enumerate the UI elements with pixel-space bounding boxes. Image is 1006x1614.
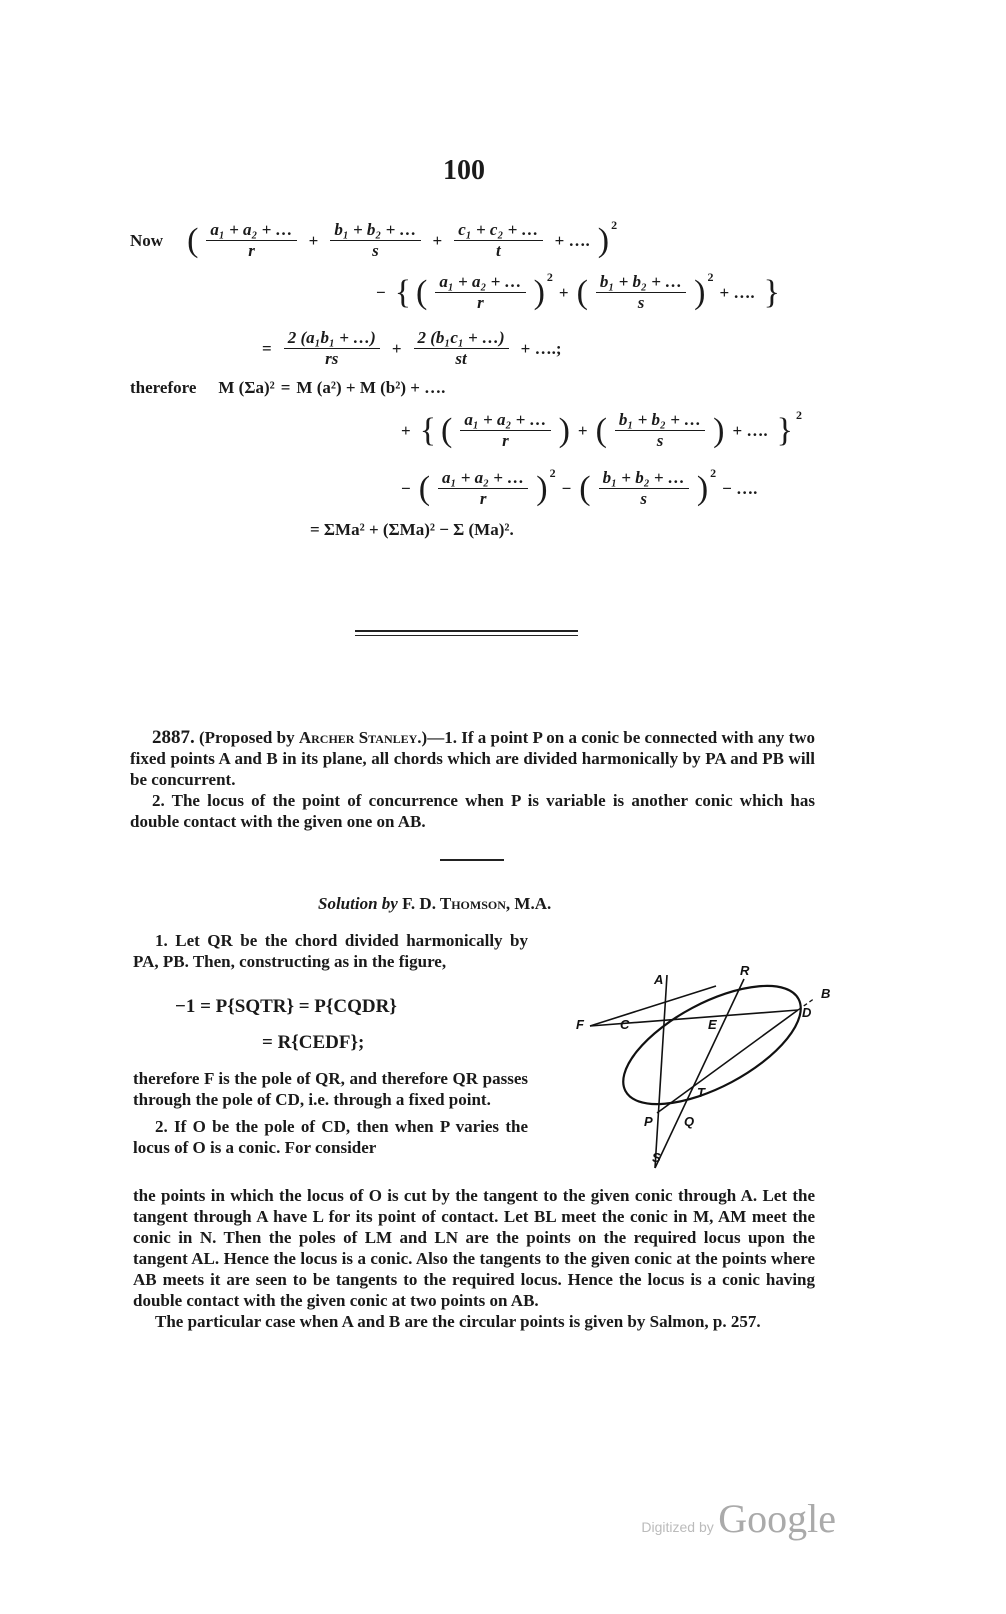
label-P: P [644,1114,653,1129]
equation-line-6: − ( $\frac{\text{a₁ + a₂ + …}}{r}$ ) 2 − ( $\frac{\text{b₁ + b₂ + …}}{s}$ ) 2 − …. [401,466,758,508]
exponent: 2 [546,270,553,284]
lhs: M (Σa)² [218,378,275,397]
label-C: C [620,1017,630,1032]
solution-paragraph-2b: the points in which the locus of O is cut by the tangent to the given conic through A. Let the tangent through A have L for its point of contact. Let BL meet the conic in M, AM meet the conic in N. Then the poles of LM and LN are the points on the required locus upon the tangent AL. Hence the locus is a conic. Also the tangents to the given conic at the points where AB meets it are seen to be tangents to the required locus. Hence the locus is a conic having double contact with the given conic at two points on AB. [133,1186,815,1310]
line-PD [657,1010,798,1113]
short-rule [440,859,504,861]
solution-paragraph-1: 1. Let QR be the chord divided harmonically by PA, PB. Then, constructing as in the figure, [133,931,528,971]
tail: + …. [732,420,768,440]
proposer-prefix: (Proposed by [199,728,299,747]
solution-paragraph-3: The particular case when A and B are the circular points is given by Salmon, p. 257. [155,1312,761,1331]
watermark-prefix: Digitized by [641,1519,714,1535]
solution-part-2 [133,1185,815,1332]
numerator: a₁ + a₂ + … [435,272,525,293]
author-degree: , M.A. [505,894,552,913]
now-label: Now [130,230,164,250]
equation-line-3: = $\frac{\text{2 (a₁b₁ + …)}}{rs}$ + $\frac{\text{2 (b₁c₁ + …)}}{st}$ + ….; [262,328,562,368]
solution-author: F. D. Thomson [402,894,506,913]
label-B: B [821,986,831,1001]
numerator: b₁ + b₂ + … [596,272,686,293]
label-F: F [576,1017,584,1032]
label-D: D [802,1005,812,1020]
label-S: S [652,1150,661,1165]
denominator: s [640,489,648,508]
denominator: r [479,489,487,508]
exponent: 2 [707,270,714,284]
numerator: 2 (a₁b₁ + …) [284,328,380,349]
problem-number: 2887. [152,727,195,748]
equation-line-2: − { ( $\frac{\text{a₁ + a₂ + …}}{r}$ ) 2 + ( $\frac{\text{b₁ + b₂ + …}}{s}$ ) 2 + …. } [376,270,780,312]
tail: + …. [719,282,755,302]
numerator: b₁ + b₂ + … [330,220,420,241]
denominator: r [477,293,484,312]
denominator: s [372,241,379,260]
numerator: a₁ + a₂ + … [206,220,296,241]
denominator: r [248,241,255,260]
label-Q: Q [684,1114,695,1129]
rhs: M (a²) + M (b²) + …. [296,378,446,397]
double-rule-top [355,630,578,632]
problem-2887 [130,727,815,832]
denominator: st [455,349,467,368]
problem-part-1: .)—1. If a point P on a conic be connected with any two fixed points A and B in its plane, all chords which are divided harmonically by PA and PB will be concurrent. [130,728,816,789]
exponent: 2 [796,408,802,422]
exponent: 2 [611,218,618,232]
conic-figure [540,930,840,1175]
equation-line-1: Now ( $\frac{\text{a₁ + a₂ + …}}{r}$ + $\frac{\text{b₁ + b₂ + …}}{s}$ + $\frac{\text{c₁ + c₂ + …}}{t}$ + …. ) 2 [130,218,618,260]
equals: = [262,338,272,358]
equation-line-7 [310,520,514,540]
google-logo: Google [718,1496,836,1541]
tail: + ….; [520,338,562,358]
solution-paragraph-2a: 2. If O be the pole of CD, then when P varies the locus of O is a conic. For consider [133,1117,528,1157]
page-number: 100 [443,155,485,186]
numerator: b₁ + b₂ + … [615,410,705,431]
minus: − [376,282,386,302]
minus: − [401,478,411,498]
solution-part-1 [133,930,528,972]
denominator: t [496,241,501,260]
equation-line-5: + { ( $\frac{\text{a₁ + a₂ + …}}{r}$ ) + ( $\frac{\text{b₁ + b₂ + …}}{s}$ ) + …. } 2 [401,408,802,450]
exponent: 2 [549,466,556,480]
google-watermark [641,1495,836,1542]
plus: + [401,420,411,440]
label-R: R [740,963,750,978]
tail: + …. [554,230,590,250]
cross-ratio-equation-2: = R{CEDF}; [262,1032,365,1053]
equals: = [280,378,291,397]
numerator: a₁ + a₂ + … [460,410,550,431]
numerator: a₁ + a₂ + … [438,468,528,489]
result-expression: = ΣMa² + (ΣMa)² − Σ (Ma)². [310,520,514,539]
problem-part-2: 2. The locus of the point of concurrence when P is variable is another conic which has double contact with the given one on AB. [130,791,815,831]
numerator: c₁ + c₂ + … [454,220,542,241]
denominator: s [637,293,645,312]
denominator: rs [325,349,339,368]
label-T: T [697,1085,705,1100]
line-RS [655,979,744,1168]
tail: − …. [722,478,758,498]
label-A: A [654,972,664,987]
proposer-name: Archer Stanley [298,728,418,747]
numerator: 2 (b₁c₁ + …) [414,328,509,349]
exponent: 2 [710,466,717,480]
denominator: r [502,431,509,450]
cross-ratio-equation-1: −1 = P{SQTR} = P{CQDR} [175,996,397,1017]
denominator: s [656,431,664,450]
solution-by: Solution by [318,894,398,913]
solution-paragraph-1b: therefore F is the pole of QR, and therefore QR passes through the pole of CD, i.e. through a fixed point. [133,1069,528,1109]
numerator: b₁ + b₂ + … [599,468,689,489]
label-E: E [708,1017,717,1032]
equation-line-4 [130,378,445,398]
therefore-label: therefore [130,378,197,397]
double-rule-bottom [355,635,578,636]
solution-part-1b [133,1068,528,1158]
solution-heading [318,894,551,914]
